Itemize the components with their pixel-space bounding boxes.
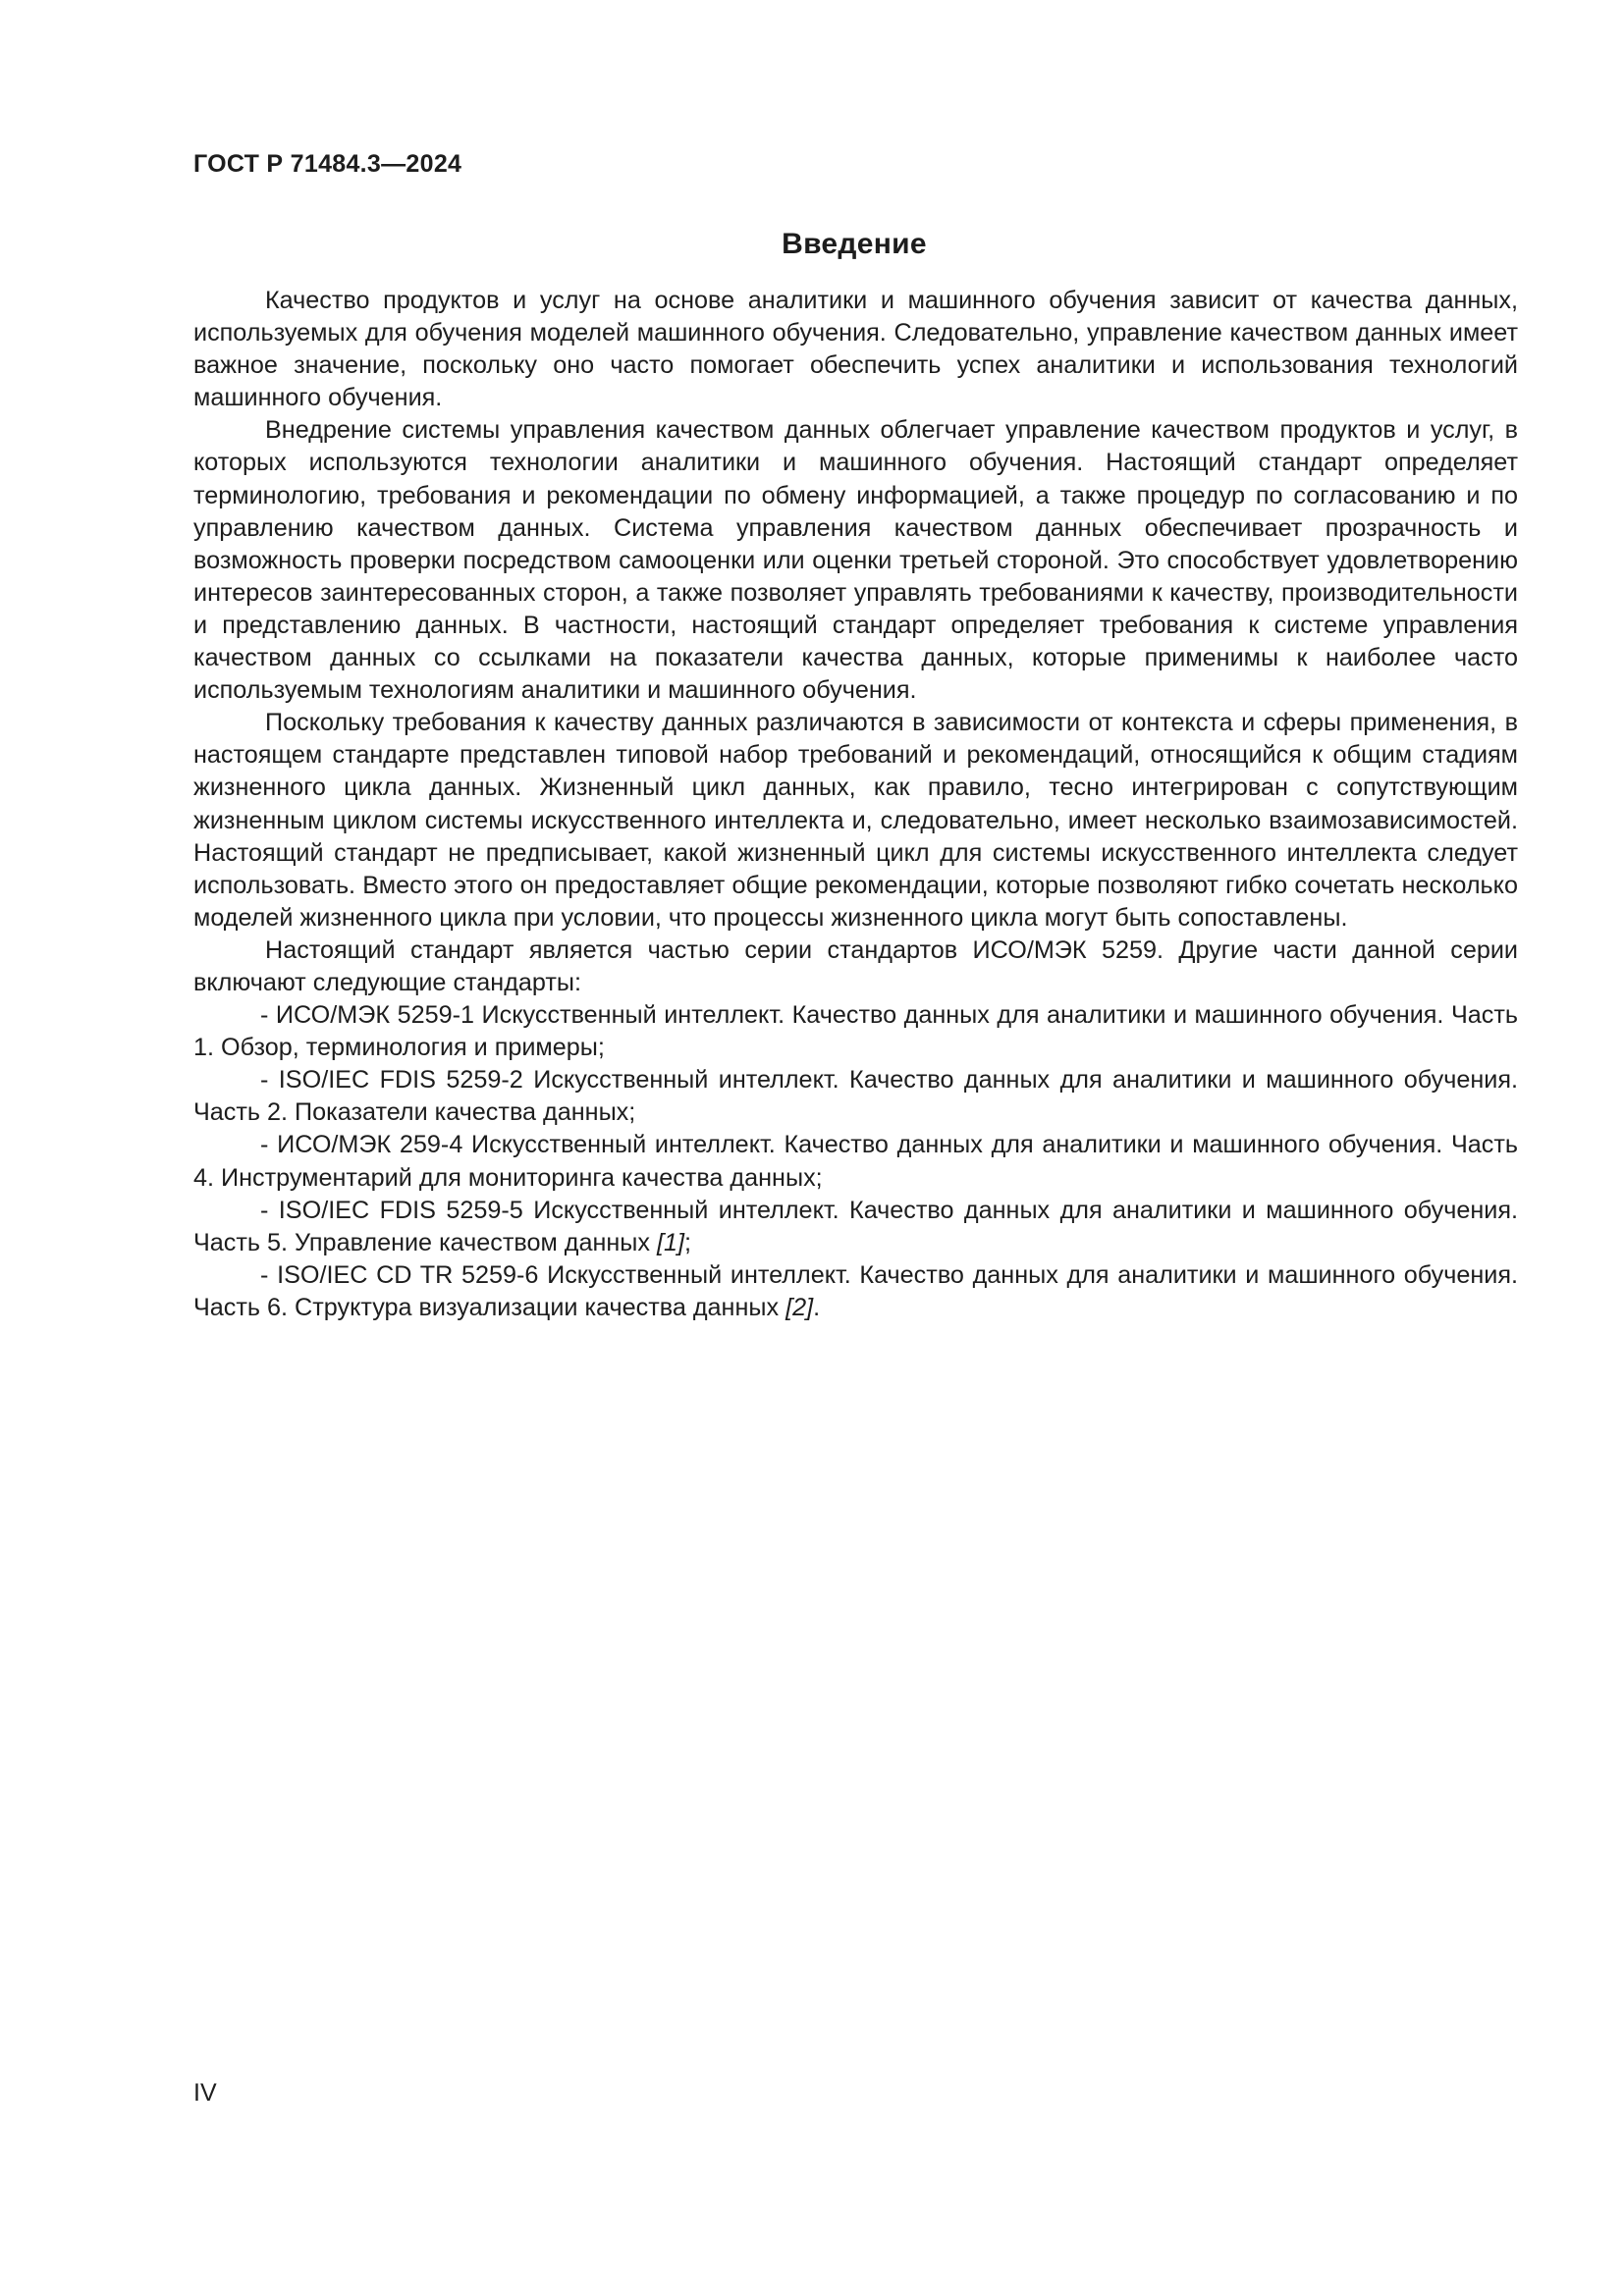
list-item-text: - ISO/IEC CD TR 5259-6 Искусственный интеллект. Качество данных для аналитики и машинного обучения. Часть 6. Структура визуализации качества данных: [193, 1260, 1518, 1321]
list-item-text: - ИСО/МЭК 259-4 Искусственный интеллект. Качество данных для аналитики и машинного обучения. Часть 4. Инструментарий для мониторинга качества данных;: [193, 1131, 1518, 1192]
paragraph: Внедрение системы управления качеством данных облегчает управление качеством продуктов и услуг, в которых используются технологии аналитики и машинного обучения. Настоящий стандарт определяет терминологию, требования и рекомендации по обмену информацией, а также процедур по согласованию и по управлению качеством данных. Система управления качеством данных обеспечивает прозрачность и возможность проверки посредством самооценки или оценки третьей стороной. Это способствует удовлетворению интересов заинтересованных сторон, а также позволяет управлять требованиями к качеству, производительности и представлению данных. В частности, настоящий стандарт определяет требования к системе управления качеством данных со ссылками на показатели качества данных, которые применимы к наиболее часто используемым технологиям аналитики и машинного обучения.: [193, 416, 1518, 705]
list-item-text: - ISO/IEC FDIS 5259-5 Искусственный интеллект. Качество данных для аналитики и машинного обучения. Часть 5. Управление качеством данных: [193, 1196, 1518, 1256]
bibliography-reference: [1]: [657, 1228, 685, 1256]
list-item-punctuation: ;: [684, 1228, 692, 1256]
document-code-header: ГОСТ Р 71484.3—2024: [193, 150, 462, 178]
list-item: [193, 1064, 1518, 1129]
list-item: [193, 999, 1518, 1064]
body-text: [193, 285, 1518, 1324]
paragraph: Поскольку требования к качеству данных различаются в зависимости от контекста и сферы применения, в настоящем стандарте представлен типовой набор требований и рекомендаций, относящийся к общим стадиям жизненного цикла данных. Жизненный цикл данных, как правило, тесно интегрирован с сопутствующим жизненным циклом системы искусственного интеллекта и, следовательно, имеет несколько взаимозависимостей. Настоящий стандарт не предписывает, какой жизненный цикл для системы искусственного интеллекта следует использовать. Вместо этого он предоставляет общие рекомендации, которые позволяют гибко сочетать несколько моделей жизненного цикла при условии, что процессы жизненного цикла могут быть сопоставлены.: [193, 709, 1518, 932]
bibliography-reference: [2]: [785, 1293, 814, 1321]
list-item: [193, 1129, 1518, 1194]
paragraph: Настоящий стандарт является частью серии стандартов ИСО/МЭК 5259. Другие части данной серии включают следующие стандарты:: [193, 935, 1518, 996]
list-item: [193, 1195, 1518, 1259]
section-title: Введение: [782, 228, 927, 260]
list-item-punctuation: .: [813, 1293, 821, 1321]
list-item: [193, 1259, 1518, 1324]
list-item-text: - ISO/IEC FDIS 5259-2 Искусственный интеллект. Качество данных для аналитики и машинного обучения. Часть 2. Показатели качества данных;: [193, 1066, 1518, 1127]
page-number: IV: [193, 2079, 217, 2107]
paragraph: Качество продуктов и услуг на основе аналитики и машинного обучения зависит от качества данных, используемых для обучения моделей машинного обучения. Следовательно, управление качеством данных имеет важное значение, поскольку оно часто помогает обеспечить успех аналитики и использования технологий машинного обучения.: [193, 287, 1518, 412]
list-item-text: - ИСО/МЭК 5259-1 Искусственный интеллект. Качество данных для аналитики и машинного обучения. Часть 1. Обзор, терминология и примеры;: [193, 1001, 1518, 1062]
